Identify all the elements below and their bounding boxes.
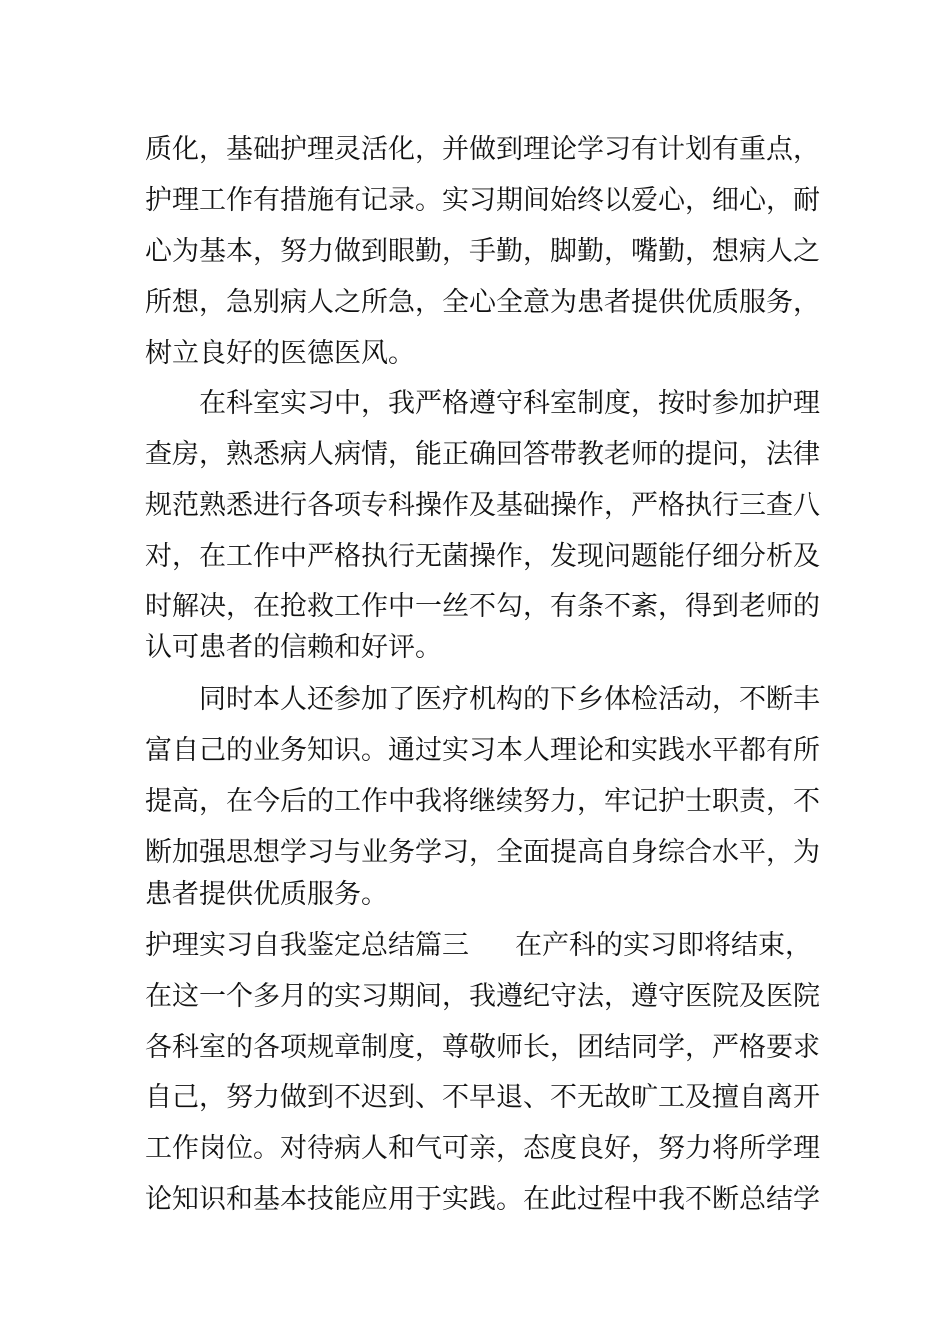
paragraph-line: 富自己的业务知识。通过实习本人理论和实践水平都有所 [145,735,820,766]
paragraph-line: 提高，在今后的工作中我将继续努力，牢记护士职责，不 [145,786,820,817]
paragraph-line: 自己，努力做到不迟到、不早退、不无故旷工及擅自离开 [145,1082,820,1113]
section-first-line: 在产科的实习即将结束， [515,930,812,961]
paragraph-line: 在科室实习中，我严格遵守科室制度，按时参加护理 [199,388,820,419]
section-heading-line [145,926,825,966]
paragraph-line: 各科室的各项规章制度，尊敬师长，团结同学，严格要求 [145,1032,820,1063]
paragraph-line: 认可患者的信赖和好评。 [145,632,442,663]
paragraph-line: 护理工作有措施有记录。实习期间始终以爱心，细心，耐 [145,185,820,216]
paragraph-line: 断加强思想学习与业务学习，全面提高自身综合水平，为 [145,837,820,868]
paragraph-line: 同时本人还参加了医疗机构的下乡体检活动，不断丰 [199,684,820,715]
paragraph-line: 时解决，在抢救工作中一丝不勾，有条不紊，得到老师的 [145,591,820,622]
paragraph-line: 心为基本，努力做到眼勤，手勤，脚勤，嘴勤，想病人之 [145,236,820,267]
paragraph-line: 规范熟悉进行各项专科操作及基础操作，严格执行三查八 [145,490,820,521]
paragraph-line: 对，在工作中严格执行无菌操作，发现问题能仔细分析及 [145,541,820,572]
paragraph-line: 患者提供优质服务。 [145,879,388,910]
paragraph-line: 在这一个多月的实习期间，我遵纪守法，遵守医院及医院 [145,981,820,1012]
paragraph-line: 查房，熟悉病人病情，能正确回答带教老师的提问，法律 [145,439,820,470]
paragraph-line: 所想，急别病人之所急，全心全意为患者提供优质服务， [145,287,820,318]
paragraph-line: 质化，基础护理灵活化，并做到理论学习有计划有重点， [145,134,820,165]
section-heading: 护理实习自我鉴定总结篇三 [145,930,469,961]
paragraph-line: 工作岗位。对待病人和气可亲，态度良好，努力将所学理 [145,1133,820,1164]
paragraph-line: 树立良好的医德医风。 [145,338,415,369]
paragraph-line: 论知识和基本技能应用于实践。在此过程中我不断总结学 [145,1184,820,1215]
